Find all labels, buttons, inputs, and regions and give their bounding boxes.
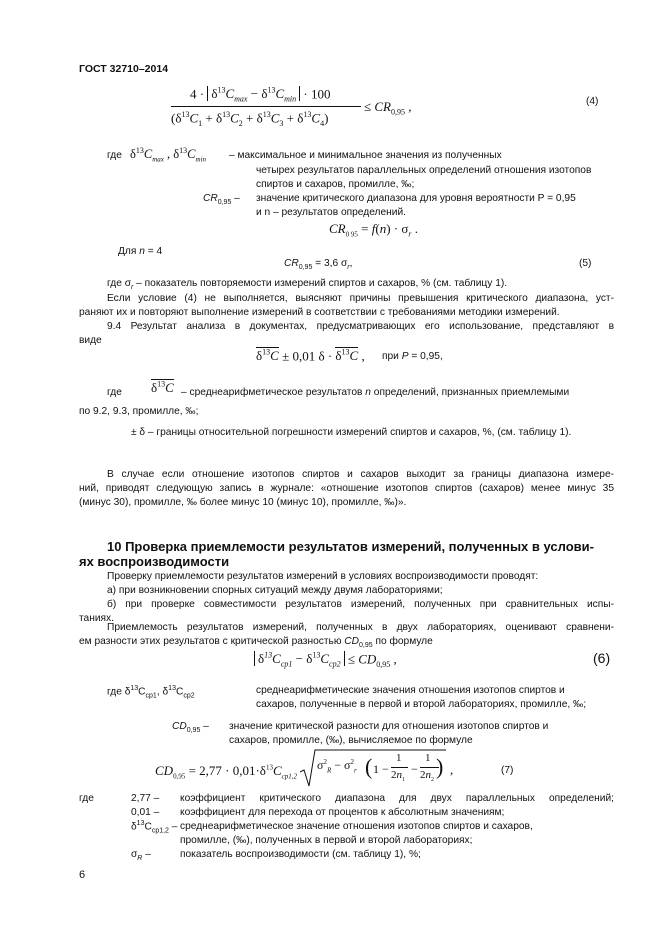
para-cond-2: раняют их и повторяют выполнение измерений в соответствии с требованиями методики измерений. (79, 307, 560, 318)
formula-7-frac2-den: $2n_2$ (420, 769, 434, 784)
formula-4-numerator: $4 \cdot \delta^{13}C_{max} - \delta^{13}C_{min} \cdot 100$ (190, 86, 331, 104)
para-out-2: ний, приводят следующую запись в журнале: «отношение изотопов спиртов (сахаров) менее минус 35 (79, 483, 614, 494)
where-7-desc-3: промилле, (‰), полученных в первой и второй лабораториях; (180, 835, 473, 846)
formula-7-frac1-num: 1 (396, 752, 402, 764)
where-7-desc-0: коэффициент критического диапазона для двух параллельных определений; (180, 793, 614, 804)
where-4-desc-1a: – максимальное и минимальное значения из полученных (229, 150, 502, 161)
result-cond: при P = 0,95, (382, 351, 443, 362)
page-number: 6 (79, 869, 86, 881)
para-out-3: (минус 30), промилле, ‰ более минус 10 (минус 10), промилле, ‰)». (79, 497, 407, 508)
formula-4-number: (4) (586, 96, 599, 107)
where-7-desc-4: показатель воспроизводимости (см. таблицу 1), %; (180, 849, 421, 860)
section-10-p4-1: Приемлемость результатов измерений, полученных в двух лабораториях, оценивают сравнени- (107, 622, 614, 633)
formula-7-paren-close: ) (436, 754, 444, 779)
section-10-title-2: ях воспроизводимости (79, 554, 230, 569)
where-6-cd-b: сахаров, промилле, (‰), вычисляемое по формуле (229, 735, 473, 746)
formula-7-one: 1 − (373, 762, 389, 776)
where-4-cr-symbol: $CR_{0,95}$ – (203, 193, 240, 207)
where-4-desc-2b: и n – результатов определений. (256, 207, 406, 218)
where-6-cd-symbol: $CD_{0,95}$ – (172, 721, 209, 735)
where-4-desc-2a: значение критического диапазона для уровня вероятности P = 0,95 (256, 193, 576, 204)
para-cond-1: Если условие (4) не выполняется, выясняют причины превышения критического диапазона, уст- (107, 293, 614, 304)
where-6-cd-a: значение критической разности для отношения изотопов спиртов и (229, 721, 549, 732)
where-mean-lead: где (107, 387, 122, 398)
formula-4-fraction-bar (171, 106, 361, 107)
where-6-desc-a: среднеарифметические значения отношения изотопов спиртов и (256, 685, 565, 696)
formula-4-rhs: ≤ $CR_{0,95}$ , (364, 99, 412, 117)
case-n4-number: (5) (579, 258, 592, 269)
formula-7-radicand: $\sigma^2_R - \sigma^2_r$ (317, 758, 357, 775)
formula-6: $\delta^{13}C_{ср1} - \delta^{13}C_{ср2} \le CD_{0,95}$ , (254, 651, 397, 669)
para-9-4-1: 9.4 Результат анализа в документах, предусматривающих его использование, представляют в (107, 321, 614, 332)
formula-7-minus: − (411, 762, 418, 776)
formula-7-frac1-bar (391, 767, 408, 768)
section-10-p3-2: таниях. (79, 613, 114, 624)
formula-7-frac1-den: $2n_1$ (391, 769, 405, 784)
formula-7-frac2-num: 1 (425, 752, 431, 764)
where-mean-desc-a: – среднеарифметическое результатов n определений, признанных приемлемыми (181, 387, 570, 398)
formula-6-number: (6) (593, 650, 611, 666)
where-7-sym-0: 2,77 – (131, 793, 160, 804)
where-7-sym-1: 0,01 – (131, 807, 160, 818)
case-n4-label: Для n = 4 (118, 246, 163, 257)
formula-7-paren-open: ( (365, 754, 373, 779)
para-sigma: где $\sigma_r$ – показатель повторяемости измерений спиртов и сахаров, % (см. таблицу 1). (107, 278, 508, 292)
section-10-title-1: 10 Проверка приемлемости результатов измерений, полученных в услови- (107, 539, 594, 554)
where-6-lead: где $\delta^{13}C_{ср1}$, $\delta^{13}C_{ср2}$ (107, 685, 195, 700)
para-9-4-2: виде (79, 335, 102, 346)
where-7-desc-2: среднеарифметическое значение отношения изотопов спиртов и сахаров, (180, 821, 533, 832)
where-mean-desc-b: по 9.2, 9.3, промилле, ‰; (79, 406, 199, 417)
section-10-p2: а) при возникновении спорных ситуаций между двумя лабораториями; (107, 585, 443, 596)
where-mean-symbol: $\delta^{13}C$ (151, 380, 174, 396)
where-6-desc-b: сахаров, полученные в первой и второй лабораториях, промилле, ‰; (256, 699, 587, 710)
where-4-desc-1c: спиртов и сахаров, промилле, ‰; (256, 179, 415, 190)
formula-4-denominator: $(\delta^{13}C_1 + \delta^{13}C_2 + \delta^{13}C_3 + \delta^{13}C_4)$ (171, 110, 329, 128)
case-n4-formula: $CR_{0,95} = 3,6$ $\sigma_r$, (284, 258, 353, 272)
where-7-lead: где (79, 793, 94, 804)
where-4-symbols: $\delta^{13}C_{max}$ , $\delta^{13}C_{min}$ (130, 146, 207, 164)
section-10-p3-1: б) при проверке совместимости результатов измерений, полученных при сравнительных испы- (107, 599, 614, 610)
where-4-desc-1b: четырех результатов параллельных определений отношения изотопов (256, 165, 592, 176)
where-4-cr-formula: $CR_{0 95} = f(n) \cdot \sigma_r$ . (329, 221, 418, 239)
section-10-p1: Проверку приемлемости результатов измерений в условиях воспроизводимости проводят: (107, 571, 539, 582)
where-7-desc-1: коэффициент для перехода от процентов к абсолютным значениям; (180, 807, 505, 818)
section-10-p4-2: ем разности этих результатов с критической разностью $CD_{0,95}$ по формуле (79, 636, 433, 650)
formula-7-lhs: $CD_{0,95} = 2,77 \cdot 0,01\cdot\delta^{13}C_{ср1,2}$ (155, 763, 297, 781)
where-4-lead: где (107, 150, 122, 161)
formula-7-comma: , (450, 762, 454, 777)
where-delta: ± δ – границы относительной погрешности измерений спиртов и сахаров, %, (см. таблицу 1). (131, 427, 572, 438)
standard-header: ГОСТ 32710–2014 (79, 63, 169, 75)
para-out-1: В случае если отношение изотопов спиртов и сахаров выходит за границы диапазона измере- (107, 469, 614, 480)
result-formula: $\delta^{13}C \pm 0,01$ $\delta \cdot \delta^{13}C$ , (256, 348, 365, 364)
where-7-sym-2: $\delta^{13}C_{ср1,2}$ – (131, 820, 178, 835)
where-7-sym-4: $\sigma_R$ – (131, 849, 151, 863)
formula-7-number: (7) (501, 765, 514, 776)
